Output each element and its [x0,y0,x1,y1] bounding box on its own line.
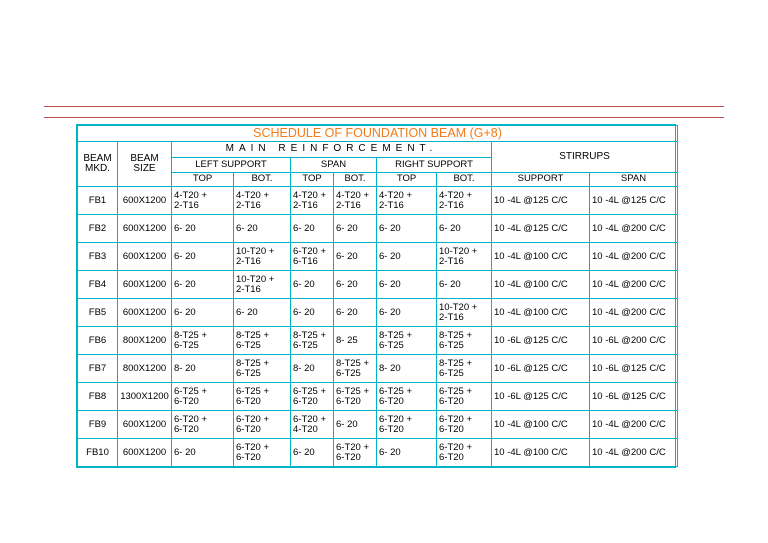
header-top: TOP [377,172,437,187]
reinforcement-line: 8- 25 [336,334,358,346]
reinforcement-line: 6-T25 + [336,385,370,397]
reinforcement-line: 6-T16 [293,255,318,267]
beam-size: 1300X1200 [118,383,172,411]
reinforcement-line: 4-T20 + [336,189,370,201]
header-right-support: RIGHT SUPPORT [377,158,492,173]
stirrup-span: 10 -6L @200 C/C [590,327,678,355]
reinforcement-line: 4-T20 + [379,189,413,201]
schedule-table [77,125,678,467]
stirrup-support: 10 -6L @125 C/C [492,327,590,355]
table-row [78,243,678,271]
header-stirrup-support: SUPPORT [492,172,590,187]
reinforcement-line: 6-T20 [439,451,464,463]
reinforcement-span-bot [334,327,377,355]
schedule-rows [78,187,678,467]
reinforcement-line: 6-T20 + [439,441,473,453]
beam-mark: FB5 [78,299,118,327]
reinforcement-left-bot [234,215,291,243]
reinforcement-right-top [377,355,437,383]
beam-size: 600X1200 [118,215,172,243]
beam-mark: FB8 [78,383,118,411]
stirrup-support: 10 -6L @125 C/C [492,383,590,411]
header-main-reinforcement: MAIN REINFORCEMENT. [172,141,492,158]
beam-mark: FB7 [78,355,118,383]
reinforcement-line: 6-T25 + [174,385,208,397]
stirrup-span: 10 -4L @200 C/C [590,299,678,327]
beam-mark: FB1 [78,187,118,215]
stirrup-span: 10 -6L @125 C/C [590,355,678,383]
reinforcement-line: 8-T25 + [236,329,270,341]
reinforcement-line: 4-T20 + [174,189,208,201]
beam-mark: FB3 [78,243,118,271]
reinforcement-right-bot [437,187,492,215]
stirrup-support: 10 -4L @100 C/C [492,299,590,327]
reinforcement-left-bot [234,187,291,215]
beam-size: 600X1200 [118,243,172,271]
reinforcement-line: 6-T20 [336,451,361,463]
reinforcement-line: 6-T20 [439,423,464,435]
reinforcement-line: 6- 20 [174,250,196,262]
reinforcement-line: 6- 20 [174,222,196,234]
reinforcement-line: 2-T16 [439,311,464,323]
reinforcement-line: 6- 20 [336,222,358,234]
reinforcement-left-bot [234,355,291,383]
reinforcement-line: 10-T20 + [439,301,478,313]
header-bot: BOT. [334,172,377,187]
reinforcement-line: 6- 20 [379,306,401,318]
table-row [78,439,678,467]
stirrup-support: 10 -4L @125 C/C [492,187,590,215]
reinforcement-left-bot [234,271,291,299]
reinforcement-line: 6-T20 [379,423,404,435]
reinforcement-left-top [172,271,234,299]
table-row [78,383,678,411]
reinforcement-line: 8-T25 + [439,357,473,369]
reinforcement-line: 6-T20 [236,423,261,435]
stirrup-support: 10 -4L @100 C/C [492,439,590,467]
header-left-support: LEFT SUPPORT [172,158,291,173]
stirrup-span: 10 -4L @200 C/C [590,411,678,439]
reinforcement-right-bot [437,271,492,299]
reinforcement-left-top [172,327,234,355]
header-stirrups: STIRRUPS [492,141,678,172]
reinforcement-line: 6- 20 [336,306,358,318]
beam-size: 800X1200 [118,327,172,355]
reinforcement-line: 2-T16 [336,199,361,211]
reinforcement-right-bot [437,439,492,467]
drawing-rule-bottom [44,117,724,118]
table-row [78,355,678,383]
table-row [78,271,678,299]
reinforcement-right-bot [437,355,492,383]
reinforcement-line: 8-T25 + [336,357,370,369]
reinforcement-line: 6- 20 [336,418,358,430]
reinforcement-line: 4-T20 + [236,189,270,201]
beam-mark: FB2 [78,215,118,243]
reinforcement-right-bot [437,411,492,439]
reinforcement-right-top [377,327,437,355]
stirrup-support: 10 -6L @125 C/C [492,355,590,383]
reinforcement-left-top [172,299,234,327]
beam-mark: FB10 [78,439,118,467]
beam-size: 600X1200 [118,439,172,467]
reinforcement-right-top [377,243,437,271]
reinforcement-line: 10-T20 + [439,245,478,257]
reinforcement-line: 2-T16 [236,199,261,211]
reinforcement-line: 6-T20 [174,395,199,407]
reinforcement-line: 8- 20 [174,362,196,374]
reinforcement-line: 4-T20 + [439,189,473,201]
reinforcement-line: 6- 20 [174,278,196,290]
reinforcement-left-top [172,355,234,383]
reinforcement-span-bot [334,411,377,439]
beam-mark: FB9 [78,411,118,439]
reinforcement-line: 6-T20 [336,395,361,407]
reinforcement-left-top [172,215,234,243]
reinforcement-right-top [377,187,437,215]
reinforcement-line: 6-T20 [293,395,318,407]
reinforcement-span-top [291,439,334,467]
reinforcement-left-top [172,439,234,467]
reinforcement-line: 6-T25 + [439,385,473,397]
reinforcement-span-bot [334,187,377,215]
reinforcement-line: 6-T25 + [379,385,413,397]
beam-size: 600X1200 [118,271,172,299]
reinforcement-line: 8-T25 + [174,329,208,341]
reinforcement-span-top [291,355,334,383]
reinforcement-right-top [377,383,437,411]
schedule-title: SCHEDULE OF FOUNDATION BEAM (G+8) [78,126,678,142]
reinforcement-line: 6-T25 [336,367,361,379]
header-bot: BOT. [234,172,291,187]
reinforcement-line: 8- 20 [293,362,315,374]
reinforcement-line: 6-T25 [439,339,464,351]
reinforcement-span-top [291,243,334,271]
beam-mark: FB4 [78,271,118,299]
reinforcement-right-bot [437,383,492,411]
reinforcement-line: 6- 20 [174,306,196,318]
reinforcement-line: 4-T20 [293,423,318,435]
reinforcement-line: 2-T16 [439,199,464,211]
stirrup-support: 10 -4L @125 C/C [492,215,590,243]
reinforcement-span-top [291,411,334,439]
beam-size: 600X1200 [118,299,172,327]
reinforcement-span-bot [334,299,377,327]
reinforcement-left-bot [234,383,291,411]
reinforcement-line: 6-T20 + [379,413,413,425]
reinforcement-left-top [172,243,234,271]
reinforcement-line: 6- 20 [293,222,315,234]
reinforcement-left-bot [234,327,291,355]
reinforcement-left-bot [234,411,291,439]
reinforcement-line: 6- 20 [379,222,401,234]
reinforcement-span-bot [334,383,377,411]
reinforcement-line: 2-T16 [174,199,199,211]
reinforcement-right-top [377,215,437,243]
reinforcement-line: 6-T20 + [439,413,473,425]
header-top: TOP [291,172,334,187]
reinforcement-line: 6- 20 [439,222,461,234]
header-bot: BOT. [437,172,492,187]
table-row [78,327,678,355]
reinforcement-line: 6-T25 [236,367,261,379]
reinforcement-line: 6-T20 [439,395,464,407]
beam-size: 600X1200 [118,187,172,215]
header-stirrup-span: SPAN [590,172,678,187]
reinforcement-line: 6-T20 + [174,413,208,425]
reinforcement-left-top [172,187,234,215]
foundation-beam-schedule [76,124,676,468]
header-top: TOP [172,172,234,187]
reinforcement-line: 8-T25 + [439,329,473,341]
reinforcement-line: 6-T20 [236,395,261,407]
reinforcement-line: 6-T20 [174,423,199,435]
reinforcement-span-bot [334,215,377,243]
reinforcement-line: 6- 20 [439,278,461,290]
stirrup-span: 10 -4L @200 C/C [590,243,678,271]
stirrup-span: 10 -4L @200 C/C [590,215,678,243]
beam-size: 800X1200 [118,355,172,383]
reinforcement-line: 10-T20 + [236,273,275,285]
reinforcement-line: 6-T25 [439,367,464,379]
reinforcement-line: 8-T25 + [379,329,413,341]
reinforcement-line: 6- 20 [174,446,196,458]
reinforcement-line: 6- 20 [293,446,315,458]
reinforcement-line: 6-T20 + [293,413,327,425]
drawing-rule-top [44,106,724,107]
reinforcement-span-top [291,215,334,243]
table-row [78,187,678,215]
reinforcement-right-top [377,271,437,299]
beam-mark: FB6 [78,327,118,355]
reinforcement-line: 6-T20 [379,395,404,407]
reinforcement-right-top [377,299,437,327]
stirrup-support: 10 -4L @100 C/C [492,271,590,299]
reinforcement-line: 2-T16 [293,199,318,211]
stirrup-span: 10 -4L @125 C/C [590,187,678,215]
reinforcement-line: 6-T20 [236,451,261,463]
reinforcement-right-bot [437,327,492,355]
reinforcement-line: 6-T25 + [236,385,270,397]
reinforcement-line: 6- 20 [293,278,315,290]
reinforcement-line: 6-T20 + [236,413,270,425]
reinforcement-left-bot [234,299,291,327]
stirrup-span: 10 -6L @125 C/C [590,383,678,411]
reinforcement-right-top [377,439,437,467]
reinforcement-line: 6- 20 [236,306,258,318]
reinforcement-line: 6- 20 [336,278,358,290]
reinforcement-line: 6- 20 [236,222,258,234]
header-span: SPAN [291,158,377,173]
stirrup-support: 10 -4L @100 C/C [492,411,590,439]
reinforcement-line: 2-T16 [236,283,261,295]
reinforcement-line: 10-T20 + [236,245,275,257]
reinforcement-span-top [291,271,334,299]
reinforcement-left-bot [234,439,291,467]
reinforcement-line: 6- 20 [293,306,315,318]
reinforcement-span-bot [334,439,377,467]
reinforcement-line: 6- 20 [336,250,358,262]
reinforcement-line: 6-T25 [379,339,404,351]
reinforcement-line: 2-T16 [379,199,404,211]
reinforcement-line: 6-T20 + [293,245,327,257]
reinforcement-right-bot [437,215,492,243]
reinforcement-left-top [172,411,234,439]
header-beam-size: BEAM SIZE [118,141,172,187]
reinforcement-left-bot [234,243,291,271]
reinforcement-line: 6-T20 + [336,441,370,453]
reinforcement-line: 6- 20 [379,278,401,290]
reinforcement-span-bot [334,243,377,271]
reinforcement-right-bot [437,299,492,327]
reinforcement-line: 8-T25 + [293,329,327,341]
reinforcement-left-top [172,383,234,411]
reinforcement-right-top [377,411,437,439]
reinforcement-line: 6- 20 [379,250,401,262]
reinforcement-line: 6-T25 [174,339,199,351]
header-beam-mkd: BEAM MKD. [78,141,118,187]
reinforcement-line: 6-T25 [236,339,261,351]
reinforcement-span-top [291,327,334,355]
reinforcement-line: 4-T20 + [293,189,327,201]
reinforcement-line: 6-T20 + [236,441,270,453]
reinforcement-line: 8- 20 [379,362,401,374]
table-row [78,299,678,327]
reinforcement-span-top [291,383,334,411]
reinforcement-line: 6-T25 + [293,385,327,397]
beam-size: 600X1200 [118,411,172,439]
stirrup-span: 10 -4L @200 C/C [590,439,678,467]
stirrup-span: 10 -4L @200 C/C [590,271,678,299]
reinforcement-line: 6- 20 [379,446,401,458]
table-row [78,215,678,243]
reinforcement-line: 2-T16 [439,255,464,267]
reinforcement-right-bot [437,243,492,271]
stirrup-support: 10 -4L @100 C/C [492,243,590,271]
reinforcement-span-top [291,187,334,215]
reinforcement-span-bot [334,355,377,383]
reinforcement-line: 8-T25 + [236,357,270,369]
reinforcement-span-bot [334,271,377,299]
reinforcement-span-top [291,299,334,327]
table-row [78,411,678,439]
reinforcement-line: 6-T25 [293,339,318,351]
reinforcement-line: 2-T16 [236,255,261,267]
